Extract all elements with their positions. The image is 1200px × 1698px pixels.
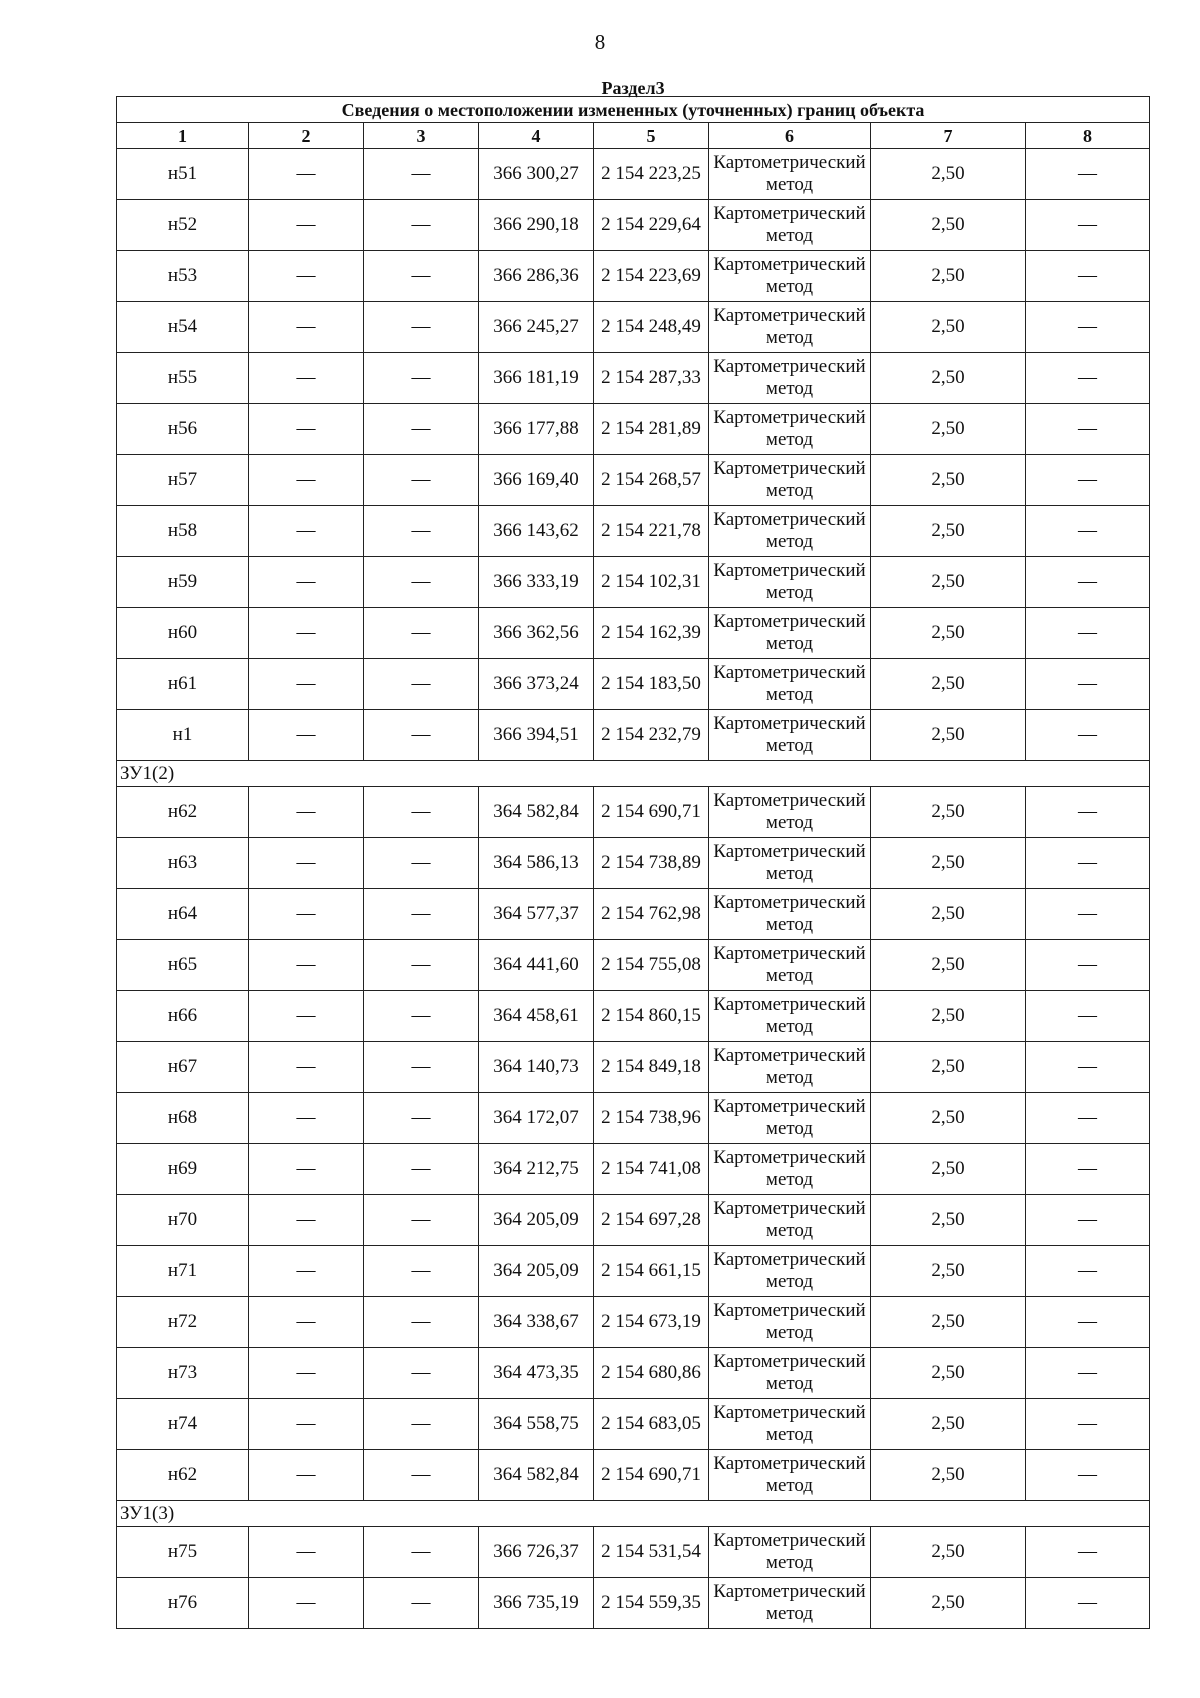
column-2-cell: — xyxy=(249,1297,364,1348)
x-coordinate-cell: 366 726,37 xyxy=(479,1527,594,1578)
column-8-cell: — xyxy=(1026,1144,1150,1195)
point-name-cell: н61 xyxy=(117,659,249,710)
point-name-cell: н55 xyxy=(117,353,249,404)
table-row xyxy=(117,659,1150,710)
column-2-cell: — xyxy=(249,787,364,838)
column-2-cell: — xyxy=(249,404,364,455)
accuracy-cell: 2,50 xyxy=(871,608,1026,659)
x-coordinate-cell: 366 394,51 xyxy=(479,710,594,761)
accuracy-cell: 2,50 xyxy=(871,1144,1026,1195)
x-coordinate-cell: 364 205,09 xyxy=(479,1195,594,1246)
method-cell: Картометрический метод xyxy=(709,659,871,710)
column-2-cell: — xyxy=(249,251,364,302)
table-row xyxy=(117,1195,1150,1246)
y-coordinate-cell: 2 154 762,98 xyxy=(594,889,709,940)
column-3-cell: — xyxy=(364,353,479,404)
x-coordinate-cell: 366 169,40 xyxy=(479,455,594,506)
column-3-cell: — xyxy=(364,889,479,940)
table-row xyxy=(117,353,1150,404)
y-coordinate-cell: 2 154 268,57 xyxy=(594,455,709,506)
column-3-cell: — xyxy=(364,557,479,608)
column-2-cell: — xyxy=(249,1578,364,1629)
accuracy-cell: 2,50 xyxy=(871,557,1026,608)
point-name-cell: н71 xyxy=(117,1246,249,1297)
method-cell: Картометрический метод xyxy=(709,787,871,838)
y-coordinate-cell: 2 154 281,89 xyxy=(594,404,709,455)
y-coordinate-cell: 2 154 680,86 xyxy=(594,1348,709,1399)
column-8-cell: — xyxy=(1026,1450,1150,1501)
accuracy-cell: 2,50 xyxy=(871,404,1026,455)
table-row xyxy=(117,1578,1150,1629)
method-cell: Картометрический метод xyxy=(709,353,871,404)
point-name-cell: н63 xyxy=(117,838,249,889)
column-8-cell: — xyxy=(1026,302,1150,353)
section-label: Раздел3 xyxy=(601,78,665,98)
table-row xyxy=(117,991,1150,1042)
y-coordinate-cell: 2 154 738,96 xyxy=(594,1093,709,1144)
accuracy-cell: 2,50 xyxy=(871,940,1026,991)
point-name-cell: н76 xyxy=(117,1578,249,1629)
column-3-cell: — xyxy=(364,1144,479,1195)
column-2-cell: — xyxy=(249,506,364,557)
boundary-coordinates-table xyxy=(116,80,1150,1629)
y-coordinate-cell: 2 154 223,69 xyxy=(594,251,709,302)
column-3-cell: — xyxy=(364,1399,479,1450)
accuracy-cell: 2,50 xyxy=(871,506,1026,557)
column-3-cell: — xyxy=(364,940,479,991)
accuracy-cell: 2,50 xyxy=(871,1450,1026,1501)
method-cell: Картометрический метод xyxy=(709,1450,871,1501)
accuracy-cell: 2,50 xyxy=(871,991,1026,1042)
y-coordinate-cell: 2 154 690,71 xyxy=(594,1450,709,1501)
point-name-cell: н72 xyxy=(117,1297,249,1348)
column-3-cell: — xyxy=(364,200,479,251)
point-name-cell: н59 xyxy=(117,557,249,608)
group-row xyxy=(117,1501,1150,1527)
x-coordinate-cell: 366 177,88 xyxy=(479,404,594,455)
y-coordinate-cell: 2 154 287,33 xyxy=(594,353,709,404)
y-coordinate-cell: 2 154 248,49 xyxy=(594,302,709,353)
method-cell: Картометрический метод xyxy=(709,940,871,991)
column-2-cell: — xyxy=(249,200,364,251)
column-3-cell: — xyxy=(364,1093,479,1144)
accuracy-cell: 2,50 xyxy=(871,1527,1026,1578)
table-row xyxy=(117,608,1150,659)
point-name-cell: н51 xyxy=(117,149,249,200)
accuracy-cell: 2,50 xyxy=(871,1246,1026,1297)
column-2-cell: — xyxy=(249,1527,364,1578)
y-coordinate-cell: 2 154 162,39 xyxy=(594,608,709,659)
column-3-cell: — xyxy=(364,149,479,200)
column-3-cell: — xyxy=(364,1246,479,1297)
section-label-row xyxy=(117,80,1150,97)
method-cell: Картометрический метод xyxy=(709,1527,871,1578)
column-2-cell: — xyxy=(249,1195,364,1246)
table-row xyxy=(117,557,1150,608)
accuracy-cell: 2,50 xyxy=(871,1093,1026,1144)
y-coordinate-cell: 2 154 673,19 xyxy=(594,1297,709,1348)
x-coordinate-cell: 364 577,37 xyxy=(479,889,594,940)
x-coordinate-cell: 364 582,84 xyxy=(479,787,594,838)
column-3-cell: — xyxy=(364,1578,479,1629)
accuracy-cell: 2,50 xyxy=(871,251,1026,302)
method-cell: Картометрический метод xyxy=(709,200,871,251)
column-8-cell: — xyxy=(1026,1348,1150,1399)
method-cell: Картометрический метод xyxy=(709,1144,871,1195)
method-cell: Картометрический метод xyxy=(709,889,871,940)
method-cell: Картометрический метод xyxy=(709,455,871,506)
column-8-cell: — xyxy=(1026,787,1150,838)
y-coordinate-cell: 2 154 741,08 xyxy=(594,1144,709,1195)
column-header-8: 8 xyxy=(1026,123,1150,149)
column-3-cell: — xyxy=(364,608,479,659)
column-8-cell: — xyxy=(1026,1195,1150,1246)
column-3-cell: — xyxy=(364,302,479,353)
accuracy-cell: 2,50 xyxy=(871,1399,1026,1450)
point-name-cell: н58 xyxy=(117,506,249,557)
column-8-cell: — xyxy=(1026,404,1150,455)
accuracy-cell: 2,50 xyxy=(871,838,1026,889)
table-row xyxy=(117,889,1150,940)
column-3-cell: — xyxy=(364,404,479,455)
table-row xyxy=(117,710,1150,761)
column-8-cell: — xyxy=(1026,455,1150,506)
y-coordinate-cell: 2 154 860,15 xyxy=(594,991,709,1042)
accuracy-cell: 2,50 xyxy=(871,889,1026,940)
accuracy-cell: 2,50 xyxy=(871,1348,1026,1399)
column-8-cell: — xyxy=(1026,557,1150,608)
accuracy-cell: 2,50 xyxy=(871,1195,1026,1246)
accuracy-cell: 2,50 xyxy=(871,455,1026,506)
column-3-cell: — xyxy=(364,710,479,761)
method-cell: Картометрический метод xyxy=(709,1195,871,1246)
x-coordinate-cell: 364 558,75 xyxy=(479,1399,594,1450)
table-row xyxy=(117,302,1150,353)
accuracy-cell: 2,50 xyxy=(871,1297,1026,1348)
column-3-cell: — xyxy=(364,1042,479,1093)
column-8-cell: — xyxy=(1026,1093,1150,1144)
column-3-cell: — xyxy=(364,506,479,557)
column-3-cell: — xyxy=(364,1348,479,1399)
point-name-cell: н75 xyxy=(117,1527,249,1578)
method-cell: Картометрический метод xyxy=(709,1348,871,1399)
column-2-cell: — xyxy=(249,838,364,889)
accuracy-cell: 2,50 xyxy=(871,787,1026,838)
table-row xyxy=(117,1144,1150,1195)
method-cell: Картометрический метод xyxy=(709,149,871,200)
column-8-cell: — xyxy=(1026,1246,1150,1297)
method-cell: Картометрический метод xyxy=(709,608,871,659)
column-header-4: 4 xyxy=(479,123,594,149)
accuracy-cell: 2,50 xyxy=(871,1042,1026,1093)
table-row xyxy=(117,455,1150,506)
point-name-cell: н73 xyxy=(117,1348,249,1399)
y-coordinate-cell: 2 154 690,71 xyxy=(594,787,709,838)
group-label: ЗУ1(2) xyxy=(117,761,1150,787)
x-coordinate-cell: 366 333,19 xyxy=(479,557,594,608)
column-2-cell: — xyxy=(249,991,364,1042)
table-row xyxy=(117,1527,1150,1578)
column-8-cell: — xyxy=(1026,1578,1150,1629)
column-8-cell: — xyxy=(1026,149,1150,200)
column-2-cell: — xyxy=(249,1093,364,1144)
accuracy-cell: 2,50 xyxy=(871,353,1026,404)
column-header-1: 1 xyxy=(117,123,249,149)
column-2-cell: — xyxy=(249,302,364,353)
accuracy-cell: 2,50 xyxy=(871,659,1026,710)
column-header-row xyxy=(117,123,1150,149)
table-row xyxy=(117,787,1150,838)
x-coordinate-cell: 366 373,24 xyxy=(479,659,594,710)
point-name-cell: н70 xyxy=(117,1195,249,1246)
point-name-cell: н56 xyxy=(117,404,249,455)
y-coordinate-cell: 2 154 738,89 xyxy=(594,838,709,889)
point-name-cell: н66 xyxy=(117,991,249,1042)
column-8-cell: — xyxy=(1026,1399,1150,1450)
column-8-cell: — xyxy=(1026,1527,1150,1578)
column-8-cell: — xyxy=(1026,1042,1150,1093)
column-2-cell: — xyxy=(249,889,364,940)
table-row xyxy=(117,1297,1150,1348)
x-coordinate-cell: 366 181,19 xyxy=(479,353,594,404)
x-coordinate-cell: 364 140,73 xyxy=(479,1042,594,1093)
point-name-cell: н52 xyxy=(117,200,249,251)
x-coordinate-cell: 364 582,84 xyxy=(479,1450,594,1501)
column-3-cell: — xyxy=(364,838,479,889)
x-coordinate-cell: 366 245,27 xyxy=(479,302,594,353)
column-2-cell: — xyxy=(249,1348,364,1399)
y-coordinate-cell: 2 154 223,25 xyxy=(594,149,709,200)
column-3-cell: — xyxy=(364,1527,479,1578)
column-2-cell: — xyxy=(249,608,364,659)
x-coordinate-cell: 364 458,61 xyxy=(479,991,594,1042)
column-8-cell: — xyxy=(1026,838,1150,889)
method-cell: Картометрический метод xyxy=(709,404,871,455)
column-3-cell: — xyxy=(364,251,479,302)
column-8-cell: — xyxy=(1026,940,1150,991)
column-2-cell: — xyxy=(249,1246,364,1297)
column-header-7: 7 xyxy=(871,123,1026,149)
x-coordinate-cell: 364 205,09 xyxy=(479,1246,594,1297)
column-2-cell: — xyxy=(249,353,364,404)
y-coordinate-cell: 2 154 755,08 xyxy=(594,940,709,991)
y-coordinate-cell: 2 154 697,28 xyxy=(594,1195,709,1246)
column-2-cell: — xyxy=(249,455,364,506)
column-8-cell: — xyxy=(1026,506,1150,557)
y-coordinate-cell: 2 154 683,05 xyxy=(594,1399,709,1450)
y-coordinate-cell: 2 154 102,31 xyxy=(594,557,709,608)
y-coordinate-cell: 2 154 531,54 xyxy=(594,1527,709,1578)
accuracy-cell: 2,50 xyxy=(871,710,1026,761)
point-name-cell: н67 xyxy=(117,1042,249,1093)
x-coordinate-cell: 366 286,36 xyxy=(479,251,594,302)
column-header-6: 6 xyxy=(709,123,871,149)
method-cell: Картометрический метод xyxy=(709,1246,871,1297)
column-2-cell: — xyxy=(249,659,364,710)
point-name-cell: н62 xyxy=(117,787,249,838)
accuracy-cell: 2,50 xyxy=(871,302,1026,353)
column-2-cell: — xyxy=(249,1399,364,1450)
table-row xyxy=(117,940,1150,991)
column-8-cell: — xyxy=(1026,353,1150,404)
point-name-cell: н1 xyxy=(117,710,249,761)
x-coordinate-cell: 366 362,56 xyxy=(479,608,594,659)
column-8-cell: — xyxy=(1026,608,1150,659)
point-name-cell: н68 xyxy=(117,1093,249,1144)
x-coordinate-cell: 364 172,07 xyxy=(479,1093,594,1144)
column-2-cell: — xyxy=(249,1042,364,1093)
point-name-cell: н69 xyxy=(117,1144,249,1195)
x-coordinate-cell: 364 586,13 xyxy=(479,838,594,889)
table-row xyxy=(117,404,1150,455)
group-row xyxy=(117,761,1150,787)
column-3-cell: — xyxy=(364,659,479,710)
column-8-cell: — xyxy=(1026,991,1150,1042)
method-cell: Картометрический метод xyxy=(709,506,871,557)
x-coordinate-cell: 364 212,75 xyxy=(479,1144,594,1195)
table-row xyxy=(117,149,1150,200)
table-row xyxy=(117,1093,1150,1144)
method-cell: Картометрический метод xyxy=(709,1297,871,1348)
table-row xyxy=(117,200,1150,251)
column-header-3: 3 xyxy=(364,123,479,149)
accuracy-cell: 2,50 xyxy=(871,1578,1026,1629)
x-coordinate-cell: 364 338,67 xyxy=(479,1297,594,1348)
column-8-cell: — xyxy=(1026,251,1150,302)
column-8-cell: — xyxy=(1026,889,1150,940)
y-coordinate-cell: 2 154 849,18 xyxy=(594,1042,709,1093)
table-row xyxy=(117,506,1150,557)
method-cell: Картометрический метод xyxy=(709,710,871,761)
y-coordinate-cell: 2 154 229,64 xyxy=(594,200,709,251)
table-row xyxy=(117,838,1150,889)
table-row xyxy=(117,1399,1150,1450)
accuracy-cell: 2,50 xyxy=(871,200,1026,251)
method-cell: Картометрический метод xyxy=(709,1093,871,1144)
point-name-cell: н64 xyxy=(117,889,249,940)
table-title: Сведения о местоположении измененных (уточненных) границ объекта xyxy=(117,97,1150,123)
group-label: ЗУ1(3) xyxy=(117,1501,1150,1527)
column-3-cell: — xyxy=(364,1450,479,1501)
table-row xyxy=(117,1246,1150,1297)
column-2-cell: — xyxy=(249,1144,364,1195)
column-3-cell: — xyxy=(364,787,479,838)
column-2-cell: — xyxy=(249,1450,364,1501)
point-name-cell: н60 xyxy=(117,608,249,659)
page-number: 8 xyxy=(594,30,606,54)
column-3-cell: — xyxy=(364,991,479,1042)
x-coordinate-cell: 366 290,18 xyxy=(479,200,594,251)
table-row xyxy=(117,251,1150,302)
point-name-cell: н53 xyxy=(117,251,249,302)
y-coordinate-cell: 2 154 661,15 xyxy=(594,1246,709,1297)
point-name-cell: н57 xyxy=(117,455,249,506)
accuracy-cell: 2,50 xyxy=(871,149,1026,200)
column-8-cell: — xyxy=(1026,710,1150,761)
method-cell: Картометрический метод xyxy=(709,557,871,608)
column-3-cell: — xyxy=(364,1297,479,1348)
column-8-cell: — xyxy=(1026,659,1150,710)
column-8-cell: — xyxy=(1026,1297,1150,1348)
column-8-cell: — xyxy=(1026,200,1150,251)
point-name-cell: н65 xyxy=(117,940,249,991)
column-2-cell: — xyxy=(249,710,364,761)
point-name-cell: н62 xyxy=(117,1450,249,1501)
column-header-2: 2 xyxy=(249,123,364,149)
y-coordinate-cell: 2 154 221,78 xyxy=(594,506,709,557)
x-coordinate-cell: 364 441,60 xyxy=(479,940,594,991)
method-cell: Картометрический метод xyxy=(709,1399,871,1450)
x-coordinate-cell: 364 473,35 xyxy=(479,1348,594,1399)
method-cell: Картометрический метод xyxy=(709,1578,871,1629)
y-coordinate-cell: 2 154 559,35 xyxy=(594,1578,709,1629)
table-title-row xyxy=(117,97,1150,123)
y-coordinate-cell: 2 154 183,50 xyxy=(594,659,709,710)
method-cell: Картометрический метод xyxy=(709,302,871,353)
y-coordinate-cell: 2 154 232,79 xyxy=(594,710,709,761)
method-cell: Картометрический метод xyxy=(709,838,871,889)
point-name-cell: н74 xyxy=(117,1399,249,1450)
column-2-cell: — xyxy=(249,557,364,608)
method-cell: Картометрический метод xyxy=(709,991,871,1042)
x-coordinate-cell: 366 300,27 xyxy=(479,149,594,200)
method-cell: Картометрический метод xyxy=(709,1042,871,1093)
table-row xyxy=(117,1348,1150,1399)
method-cell: Картометрический метод xyxy=(709,251,871,302)
column-2-cell: — xyxy=(249,940,364,991)
column-3-cell: — xyxy=(364,1195,479,1246)
x-coordinate-cell: 366 143,62 xyxy=(479,506,594,557)
x-coordinate-cell: 366 735,19 xyxy=(479,1578,594,1629)
table-row xyxy=(117,1042,1150,1093)
column-header-5: 5 xyxy=(594,123,709,149)
table-row xyxy=(117,1450,1150,1501)
column-3-cell: — xyxy=(364,455,479,506)
column-2-cell: — xyxy=(249,149,364,200)
point-name-cell: н54 xyxy=(117,302,249,353)
